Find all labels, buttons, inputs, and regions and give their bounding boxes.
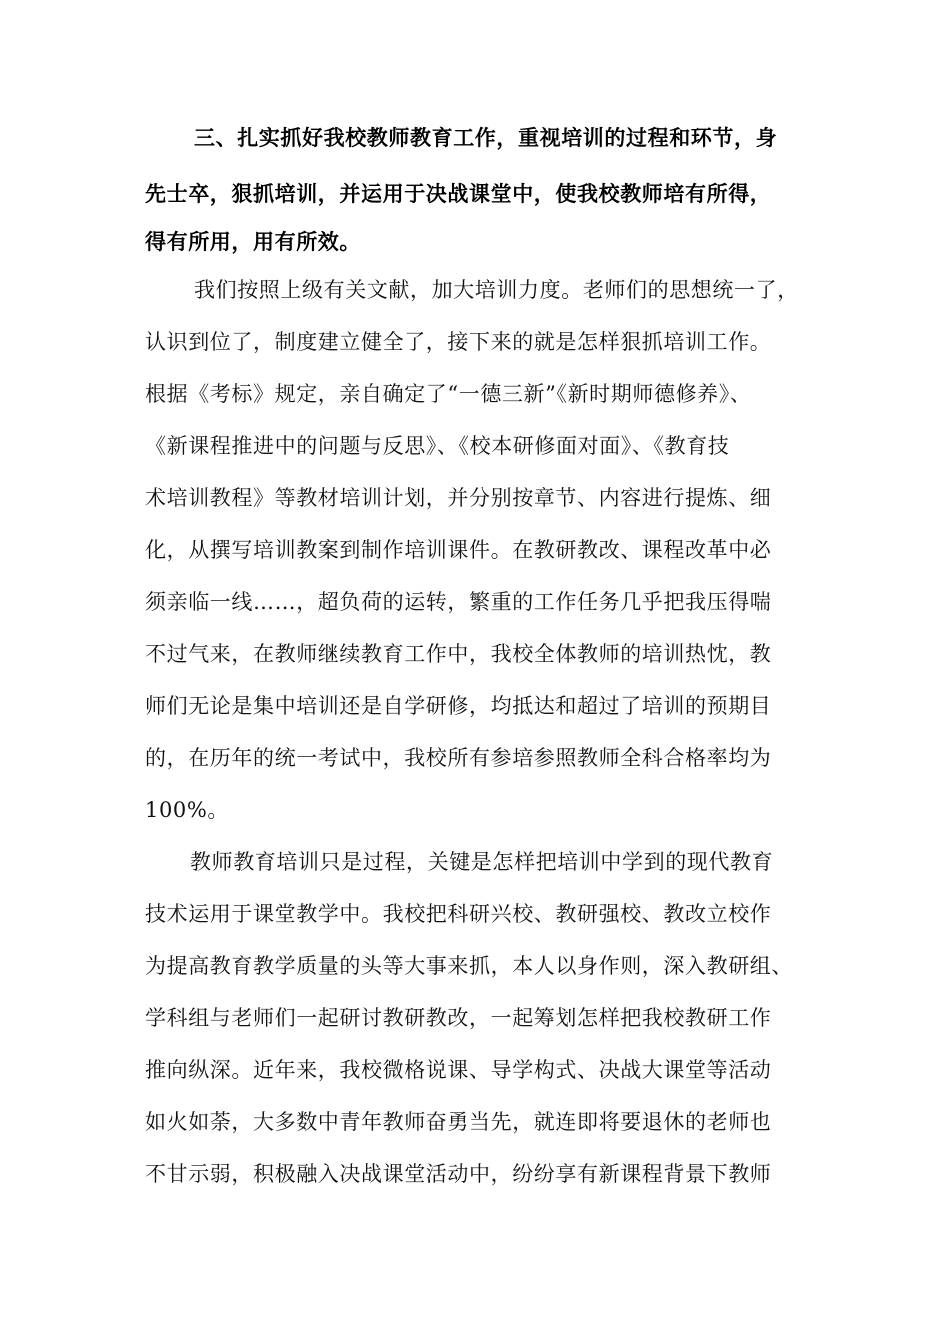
- text-line: 学科组与老师们一起研讨教研教改，一起筹划怎样把我校教研工作: [145, 1006, 772, 1030]
- text-line: 100%。: [145, 798, 230, 822]
- heading-line: 先士卒，狠抓培训，并运用于决战课堂中，使我校教师培有所得，: [145, 182, 772, 206]
- heading-line: 三、扎实抓好我校教师教育工作，重视培训的过程和环节，身: [194, 126, 778, 150]
- text-line: 推向纵深。近年来，我校微格说课、导学构式、决战大课堂等活动: [145, 1058, 772, 1082]
- text-line: 师们无论是集中培训还是自学研修，均抵达和超过了培训的预期目: [145, 694, 772, 718]
- text-line: 《新课程推进中的问题与反思》、《校本研修面对面》、《教育技: [145, 434, 730, 458]
- text-line: 教师教育培训只是过程，关键是怎样把培训中学到的现代教育: [190, 850, 774, 874]
- text-line: 不甘示弱，积极融入决战课堂活动中，纷纷享有新课程背景下教师: [145, 1162, 772, 1186]
- text-line: 为提高教育教学质量的头等大事来抓，本人以身作则，深入教研组、: [145, 954, 793, 978]
- text-line: 我们按照上级有关文献，加大培训力度。老师们的思想统一了，: [194, 278, 799, 302]
- text-line: 须亲临一线……，超负荷的运转，繁重的工作任务几乎把我压得喘: [145, 590, 772, 614]
- text-line: 根据《考标》规定，亲自确定了“一德三新”《新时期师德修养》、: [145, 382, 752, 406]
- text-line: 不过气来，在教师继续教育工作中，我校全体教师的培训热忱，教: [145, 642, 772, 666]
- text-line: 术培训教程》等教材培训计划，并分别按章节、内容进行提炼、细: [145, 486, 772, 510]
- heading-line: 得有所用，用有所效。: [145, 230, 361, 254]
- text-line: 的，在历年的统一考试中，我校所有参培参照教师全科合格率均为: [145, 746, 772, 770]
- text-line: 技术运用于课堂教学中。我校把科研兴校、教研强校、教改立校作: [145, 902, 772, 926]
- text-line: 认识到位了，制度建立健全了，接下来的就是怎样狠抓培训工作。: [145, 330, 772, 354]
- text-line: 化，从撰写培训教案到制作培训课件。在教研教改、课程改革中必: [145, 538, 772, 562]
- text-line: 如火如荼，大多数中青年教师奋勇当先，就连即将要退休的老师也: [145, 1110, 772, 1134]
